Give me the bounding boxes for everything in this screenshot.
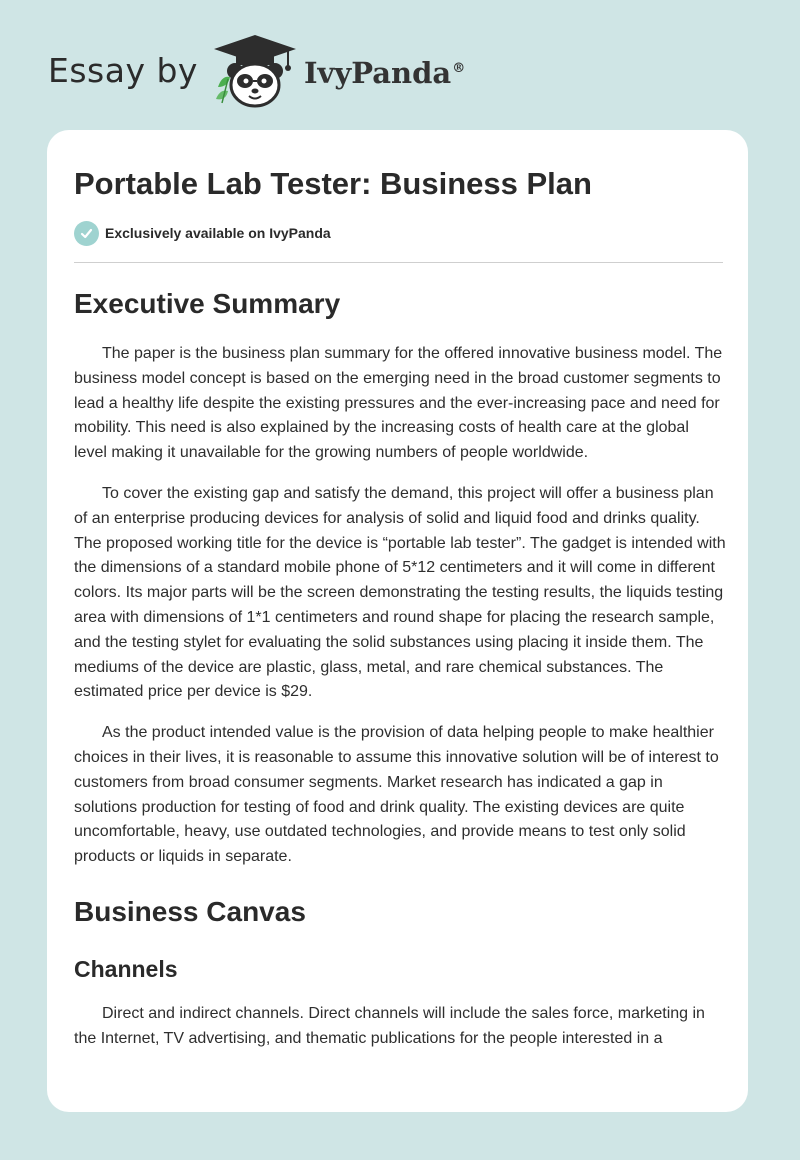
paragraph: Direct and indirect channels. Direct channels will include the sales force, marketing in the Internet, TV advertising, and thematic publications for the people interested in a [74,1004,705,1047]
exclusive-label: Exclusively available on IvyPanda [105,225,331,241]
divider [74,262,723,263]
exclusive-badge [74,220,721,246]
document-card [47,130,748,1112]
check-icon [74,221,99,246]
paragraph: As the product intended value is the provision of data helping people to make healthier choices in their lives, it is reasonable to assume this innovative solution will be of interest to customers from broad consumer segments. Market research has indicated a gap in solutions production for testing of food and drink quality. The existing devices are quite uncomfortable, heavy, use outdated technologies, and provide means to test only solid products or liquids in separate. [74,724,719,866]
registered-mark: ® [452,61,466,77]
paragraph: To cover the existing gap and satisfy the demand, this project will offer a business plan of an enterprise producing devices for analysis of solid and liquid food and drinks quality. The proposed working title for the device is “portable lab tester”. The gadget is intended with the dimensions of a standard mobile phone of 5*12 centimeters and it will come in different colors. Its major parts will be the screen demonstrating the testing results, the liquids testing area with dimensions of 1*1 centimeters and round shape for placing the research sample, and the testing stylet for evaluating the solid substances using placing it inside them. The mediums of the device are plastic, glass, metal, and rare chemical substances. The estimated price per device is $29. [74,484,726,701]
paragraph: The paper is the business plan summary for the offered innovative business model. The business model concept is based on the emerging need in the broad customer segments to lead a healthy life despite the existing pressures and the ever-increasing pace and need for mobility. This need is also explained by the increasing costs of health care at the global level making it unavailable for the growing numbers of people worldwide. [74,345,723,462]
section-heading-business-canvas: Business Canvas [74,895,306,927]
subsection-heading-channels: Channels [74,955,178,982]
brand-prefix: Essay by [48,50,198,90]
section-heading-executive-summary: Executive Summary [74,288,341,319]
page-title: Portable Lab Tester: Business Plan [74,166,592,201]
brand-name: IvyPanda® [303,56,466,90]
brand-header [48,30,465,110]
panda-graduate-logo-icon[interactable] [212,31,298,109]
